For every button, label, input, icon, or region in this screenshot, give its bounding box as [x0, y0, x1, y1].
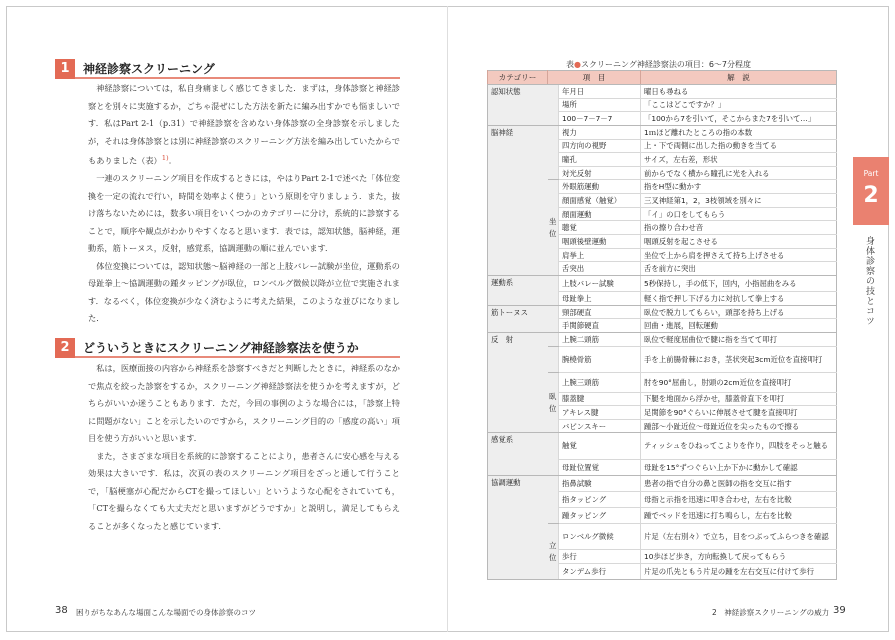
- header-explanation: 解 説: [641, 71, 837, 85]
- section-1-heading: [55, 59, 400, 79]
- item-cell: 上腕三頭筋: [559, 372, 641, 392]
- part-label: Part: [863, 169, 879, 178]
- explanation-cell: 片足（左右別々）で立ち，目をつぶってふらつきを確認: [641, 524, 837, 550]
- explanation-cell: 1ｍほど離れたところの指の本数: [641, 125, 837, 139]
- spine-divider: [447, 6, 448, 632]
- item-cell: バビンスキー: [559, 419, 641, 433]
- bullet-icon: ●: [574, 60, 581, 69]
- section-2-number: 2: [55, 338, 75, 358]
- posture-cell: [548, 475, 559, 523]
- item-cell: 視力: [559, 125, 641, 139]
- category-cell: 反 射: [488, 333, 548, 433]
- paragraph: 体位変換については，認知状態～脳神経の一部と上肢バレー試験が坐位，運動系の母趾拳上～協調運動の踵タッピングが臥位，ロンベルグ徴候以降が立位で実施されます．なるべく，体位変換が少なく済むように考えた結果，このような並びになりました．: [88, 260, 400, 324]
- item-cell: 舌突出: [559, 262, 641, 276]
- paragraph: 私は，医療面接の内容から神経系を診察すべきだと判断したときに，神経系のなかで焦点を絞った診察をするか，スクリーニング神経診察法を使うかを考えますが，どちらがいいか迷うこともあります．ただ，今回の事例のような場合には，「診察上特に問題がない」ことを示したいのですから，スクリーニング目的の「感度の高い」項目を使う方がいいと思います．: [88, 363, 400, 443]
- category-cell: 感覚系: [488, 433, 548, 475]
- category-cell: 筋トーヌス: [488, 305, 548, 332]
- section-2-body: [88, 360, 400, 535]
- explanation-cell: 踵でベッドを迅速に打ち鳴らし，左右を比較: [641, 507, 837, 523]
- explanation-cell: 臥位で軽度屈曲位で腱に指を当てて叩打: [641, 333, 837, 347]
- item-cell: 聴覚: [559, 221, 641, 235]
- explanation-cell: 「イ」の口をしてもらう: [641, 207, 837, 221]
- section-1-body: [88, 80, 400, 328]
- posture-char: 位: [549, 228, 557, 238]
- item-cell: アキレス腱: [559, 406, 641, 420]
- table-row: [488, 305, 837, 319]
- table-row: [488, 433, 837, 459]
- item-cell: 歩行: [559, 550, 641, 564]
- posture-cell: [548, 180, 559, 275]
- item-cell: 100－7－7－7: [559, 112, 641, 126]
- paragraph: 一連のスクリーニング項目を作成するときには，やはりPart 2-1で述べた「体位変換を一定の流れで行い，時間を効率よく使う」という原則を守りましょう．また，抜け落ちないためには，数多い項目をいくつかのカテゴリーに分け，系統的に診察することで，順序や観点がわかりやすくなると思います．表では，認知状態，脳神経，運動系，筋トーヌス，反射，感覚系，協調運動の順に並んでいます．: [88, 173, 400, 254]
- item-cell: 場所: [559, 98, 641, 112]
- item-cell: 腕橈骨筋: [559, 346, 641, 372]
- item-cell: 指鼻試験: [559, 475, 641, 491]
- section-1-number: 1: [55, 59, 75, 79]
- explanation-cell: 手を上前腸骨棘におき，茎状突起3cm近位を直接叩打: [641, 346, 837, 372]
- posture-cell: [548, 85, 559, 126]
- item-cell: タンデム歩行: [559, 563, 641, 579]
- explanation-cell: 回曲・進展，回転運動: [641, 319, 837, 333]
- explanation-cell: 坐位で上から肩を押さえて持ち上げさせる: [641, 248, 837, 262]
- item-cell: 年月日: [559, 85, 641, 99]
- item-cell: 顔面感覚（触覚）: [559, 194, 641, 208]
- item-cell: 四方向の視野: [559, 139, 641, 153]
- part-number: 2: [863, 183, 879, 208]
- category-cell: 協調運動: [488, 475, 548, 579]
- item-cell: 対光反射: [559, 166, 641, 180]
- explanation-cell: 三叉神経第1，2，3枝領域を別々に: [641, 194, 837, 208]
- explanation-cell: 咽頭反射を起こさせる: [641, 235, 837, 249]
- table-row: [488, 475, 837, 491]
- explanation-cell: 指の擦り合わせ音: [641, 221, 837, 235]
- explanation-cell: 肘を90°屈曲し，肘頭の2cm近位を直接叩打: [641, 372, 837, 392]
- item-cell: 顔面運動: [559, 207, 641, 221]
- item-cell: 指タッピング: [559, 491, 641, 507]
- reference-mark: 1): [161, 154, 169, 162]
- table-row: [488, 125, 837, 139]
- part-tab: [853, 157, 889, 225]
- table-row: [488, 333, 837, 347]
- right-running-title: 2 神経診察スクリーニングの威力: [712, 608, 830, 617]
- category-cell: 運動系: [488, 275, 548, 305]
- item-cell: 肩挙上: [559, 248, 641, 262]
- section-2-heading: [55, 338, 400, 358]
- left-page-number: 38: [55, 605, 68, 616]
- explanation-cell: 踵部～小趾近位～母趾近位を尖ったもので擦る: [641, 419, 837, 433]
- posture-cell: [548, 125, 559, 180]
- explanation-cell: 片足の爪先ともう片足の踵を左右交互に付けて歩行: [641, 563, 837, 579]
- header-item: 項 目: [548, 71, 641, 85]
- explanation-cell: サイズ，左右差，形状: [641, 153, 837, 167]
- posture-char: 立: [549, 540, 557, 550]
- posture-cell: [548, 275, 559, 305]
- explanation-cell: 軽く指で押し下げる力に対抗して拳上する: [641, 292, 837, 306]
- item-cell: 咽頭後壁運動: [559, 235, 641, 249]
- table-body: [488, 85, 837, 580]
- posture-char: 位: [549, 552, 557, 562]
- item-cell: 母趾拳上: [559, 292, 641, 306]
- explanation-cell: 下腿を地面から浮かせ，膝蓋骨直下を叩打: [641, 392, 837, 406]
- posture-cell: [548, 524, 559, 580]
- item-cell: ロンベルグ徴候: [559, 524, 641, 550]
- item-cell: 上肢バレー試験: [559, 275, 641, 291]
- explanation-cell: 5秒保持し，手の低下，回内，小指屈曲をみる: [641, 275, 837, 291]
- section-2-title: どういうときにスクリーニング神経診察法を使うか: [83, 341, 359, 355]
- header-category: カテゴリー: [488, 71, 548, 85]
- left-running-title: 困りがちなあんな場面こんな場面での身体診察のコツ: [76, 608, 256, 617]
- explanation-cell: ティッシュをひねってこよりを作り，四肢をそっと触る: [641, 433, 837, 459]
- item-cell: 頸部硬直: [559, 305, 641, 319]
- explanation-cell: 舌を前方に突出: [641, 262, 837, 276]
- table-header-row: [488, 71, 837, 85]
- explanation-cell: 指をH型に動かす: [641, 180, 837, 194]
- explanation-cell: 「100から7を引いて，そこからまた7を引いて…」: [641, 112, 837, 126]
- category-cell: 脳神経: [488, 125, 548, 275]
- table-row: [488, 85, 837, 99]
- explanation-cell: 足関節を90°ぐらいに伸展させて腱を直接叩打: [641, 406, 837, 420]
- explanation-cell: 10歩ほど歩き，方向転換して戻ってもらう: [641, 550, 837, 564]
- item-cell: 母趾位置覚: [559, 459, 641, 475]
- paragraph: 神経診察については，私自身痛ましく感じてきました．まずは，身体診察と神経診察とを別々に実施するか，ごちゃ混ぜにした方法を新たに編み出すかでも悩ましいです．私はPart 2-1（p.31）で神経診察を含めない身体診察の全身診察を示しましたが，それは身体診察とは別に神経診察のスクリーニング方法を編み出していたからでもありました（表）$^{1)}$．: [88, 83, 400, 166]
- category-cell: 認知状態: [488, 85, 548, 126]
- explanation-cell: 前からでなく横から瞳孔に光を入れる: [641, 166, 837, 180]
- section-1-title: 神経診察スクリーニング: [83, 62, 215, 76]
- table-row: [488, 275, 837, 291]
- item-cell: 手関節硬直: [559, 319, 641, 333]
- explanation-cell: 患者の指で自分の鼻と医師の指を交互に指す: [641, 475, 837, 491]
- explanation-cell: 母趾を15°ずつぐらい上か下かに動かして確認: [641, 459, 837, 475]
- item-cell: 瞳孔: [559, 153, 641, 167]
- posture-char: 位: [549, 403, 557, 413]
- posture-char: 坐: [549, 216, 557, 226]
- right-page-number: 39: [833, 605, 846, 616]
- item-cell: 触覚: [559, 433, 641, 459]
- table-caption: 表●スクリーニング神経診察法の項目：6～7分程度: [566, 60, 752, 69]
- posture-cell: [548, 372, 559, 433]
- part-vertical-title: 身体診察の技とコツ: [864, 236, 874, 326]
- screening-table: [487, 70, 837, 580]
- explanation-cell: 曜日も尋ねる: [641, 85, 837, 99]
- posture-char: 臥: [549, 391, 557, 401]
- posture-cell: [548, 346, 559, 372]
- explanation-cell: 母指と示指を迅速に叩き合わせ，左右を比較: [641, 491, 837, 507]
- item-cell: 上腕二頭筋: [559, 333, 641, 347]
- posture-cell: [548, 433, 559, 475]
- paragraph: また，さまざまな項目を系統的に診察することにより，患者さんに安心感を与える効果は大きいです．私は，次頁の表のスクリーニング項目をざっと通して行うことで，「脳梗塞が心配だからCTを撮ってほしい」というような心配をされていても，「CTを撮らなくても大丈夫だと思いますがどうですか」と説明し，満足してもらえることが多くなったと感じています．: [88, 450, 400, 531]
- explanation-cell: 上・下で両側に出した指の動きを当てる: [641, 139, 837, 153]
- item-cell: 膝蓋腱: [559, 392, 641, 406]
- item-cell: 踵タッピング: [559, 507, 641, 523]
- explanation-cell: 「ここはどこですか？」: [641, 98, 837, 112]
- item-cell: 外眼筋運動: [559, 180, 641, 194]
- posture-cell: [548, 333, 559, 347]
- posture-cell: [548, 305, 559, 332]
- explanation-cell: 臥位で脱力してもらい，頭部を持ち上げる: [641, 305, 837, 319]
